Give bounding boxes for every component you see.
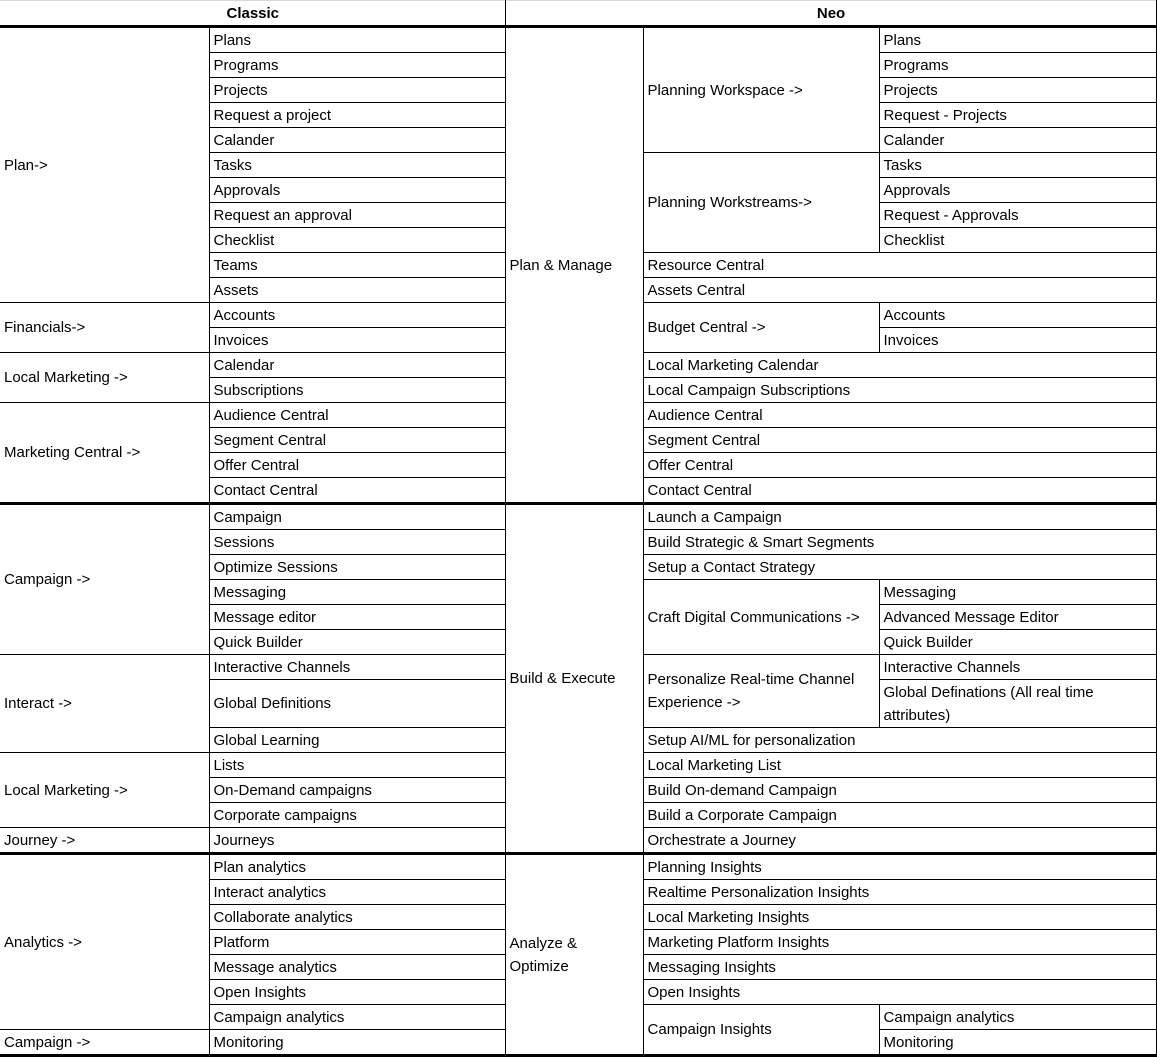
- classic-category-cell: Marketing Central ->: [0, 403, 209, 504]
- classic-item-cell: Audience Central: [209, 403, 505, 428]
- classic-item-cell: Interactive Channels: [209, 655, 505, 680]
- neo-item-cell: Launch a Campaign: [643, 504, 1157, 530]
- neo-category-cell: Budget Central ->: [643, 303, 879, 353]
- neo-item-cell: Contact Central: [643, 478, 1157, 504]
- classic-item-cell: On-Demand campaigns: [209, 778, 505, 803]
- classic-category-cell: Campaign ->: [0, 504, 209, 655]
- classic-item-cell: Subscriptions: [209, 378, 505, 403]
- neo-item-cell: Orchestrate a Journey: [643, 828, 1157, 854]
- classic-item-cell: Projects: [209, 78, 505, 103]
- neo-item-cell: Campaign analytics: [879, 1005, 1157, 1030]
- neo-item-cell: Local Marketing Insights: [643, 905, 1157, 930]
- neo-item-cell: Interactive Channels: [879, 655, 1157, 680]
- neo-item-cell: Setup a Contact Strategy: [643, 555, 1157, 580]
- classic-item-cell: Message analytics: [209, 955, 505, 980]
- classic-item-cell: Tasks: [209, 153, 505, 178]
- header-row: [0, 1, 1157, 27]
- table-row: [0, 854, 1157, 880]
- classic-item-cell: Messaging: [209, 580, 505, 605]
- classic-category-cell: Journey ->: [0, 828, 209, 854]
- mapping-table-body: [0, 27, 1157, 1056]
- neo-item-cell: Planning Insights: [643, 854, 1157, 880]
- table-row: [0, 504, 1157, 530]
- classic-item-cell: Calendar: [209, 353, 505, 378]
- neo-item-cell: Messaging: [879, 580, 1157, 605]
- neo-item-cell: Calander: [879, 128, 1157, 153]
- neo-item-cell: Local Marketing Calendar: [643, 353, 1157, 378]
- classic-item-cell: Quick Builder: [209, 630, 505, 655]
- neo-item-cell: Programs: [879, 53, 1157, 78]
- neo-item-cell: Open Insights: [643, 980, 1157, 1005]
- neo-item-cell: Realtime Personalization Insights: [643, 880, 1157, 905]
- classic-item-cell: Global Learning: [209, 728, 505, 753]
- classic-item-cell: Plan analytics: [209, 854, 505, 880]
- neo-item-cell: Request - Approvals: [879, 203, 1157, 228]
- classic-item-cell: Corporate campaigns: [209, 803, 505, 828]
- classic-item-cell: Journeys: [209, 828, 505, 854]
- neo-category-cell: Personalize Real-time Channel Experience ->: [643, 655, 879, 728]
- classic-item-cell: Lists: [209, 753, 505, 778]
- neo-item-cell: Checklist: [879, 228, 1157, 253]
- classic-item-cell: Invoices: [209, 328, 505, 353]
- neo-item-cell: Invoices: [879, 328, 1157, 353]
- neo-item-cell: Resource Central: [643, 253, 1157, 278]
- neo-item-cell: Audience Central: [643, 403, 1157, 428]
- neo-item-cell: Local Marketing List: [643, 753, 1157, 778]
- neo-category-cell: Craft Digital Communications ->: [643, 580, 879, 655]
- classic-item-cell: Platform: [209, 930, 505, 955]
- neo-group-cell: Build & Execute: [505, 504, 643, 854]
- neo-item-cell: Build Strategic & Smart Segments: [643, 530, 1157, 555]
- classic-item-cell: Teams: [209, 253, 505, 278]
- neo-category-cell: Campaign Insights: [643, 1005, 879, 1056]
- classic-header-cell: Classic: [0, 1, 505, 27]
- classic-item-cell: Assets: [209, 278, 505, 303]
- neo-item-cell: Plans: [879, 27, 1157, 53]
- classic-item-cell: Checklist: [209, 228, 505, 253]
- neo-item-cell: Build a Corporate Campaign: [643, 803, 1157, 828]
- neo-header-cell: Neo: [505, 1, 1157, 27]
- neo-item-cell: Offer Central: [643, 453, 1157, 478]
- classic-item-cell: Plans: [209, 27, 505, 53]
- classic-item-cell: Optimize Sessions: [209, 555, 505, 580]
- neo-item-cell: Setup AI/ML for personalization: [643, 728, 1157, 753]
- classic-category-cell: Financials->: [0, 303, 209, 353]
- classic-item-cell: Campaign analytics: [209, 1005, 505, 1030]
- classic-category-cell: Plan->: [0, 27, 209, 303]
- classic-item-cell: Interact analytics: [209, 880, 505, 905]
- classic-category-cell: Interact ->: [0, 655, 209, 753]
- classic-item-cell: Approvals: [209, 178, 505, 203]
- classic-item-cell: Contact Central: [209, 478, 505, 504]
- neo-item-cell: Request - Projects: [879, 103, 1157, 128]
- classic-item-cell: Offer Central: [209, 453, 505, 478]
- classic-item-cell: Request a project: [209, 103, 505, 128]
- classic-item-cell: Segment Central: [209, 428, 505, 453]
- classic-item-cell: Collaborate analytics: [209, 905, 505, 930]
- neo-item-cell: Segment Central: [643, 428, 1157, 453]
- classic-item-cell: Request an approval: [209, 203, 505, 228]
- classic-item-cell: Calander: [209, 128, 505, 153]
- classic-category-cell: Local Marketing ->: [0, 753, 209, 828]
- classic-category-cell: Analytics ->: [0, 854, 209, 1030]
- classic-item-cell: Message editor: [209, 605, 505, 630]
- neo-item-cell: Global Definations (All real time attributes): [879, 680, 1157, 728]
- neo-item-cell: Marketing Platform Insights: [643, 930, 1157, 955]
- table-row: [0, 27, 1157, 53]
- neo-group-cell: Plan & Manage: [505, 27, 643, 504]
- classic-item-cell: Global Definitions: [209, 680, 505, 728]
- neo-category-cell: Planning Workstreams->: [643, 153, 879, 253]
- classic-category-cell: Local Marketing ->: [0, 353, 209, 403]
- neo-item-cell: Monitoring: [879, 1030, 1157, 1056]
- neo-item-cell: Advanced Message Editor: [879, 605, 1157, 630]
- classic-item-cell: Campaign: [209, 504, 505, 530]
- neo-item-cell: Approvals: [879, 178, 1157, 203]
- neo-item-cell: Messaging Insights: [643, 955, 1157, 980]
- neo-item-cell: Quick Builder: [879, 630, 1157, 655]
- neo-item-cell: Build On-demand Campaign: [643, 778, 1157, 803]
- classic-item-cell: Monitoring: [209, 1030, 505, 1056]
- classic-item-cell: Accounts: [209, 303, 505, 328]
- classic-category-cell: Campaign ->: [0, 1030, 209, 1056]
- neo-item-cell: Assets Central: [643, 278, 1157, 303]
- classic-item-cell: Programs: [209, 53, 505, 78]
- classic-item-cell: Sessions: [209, 530, 505, 555]
- neo-group-cell: Analyze & Optimize: [505, 854, 643, 1056]
- neo-item-cell: Tasks: [879, 153, 1157, 178]
- neo-item-cell: Accounts: [879, 303, 1157, 328]
- classic-item-cell: Open Insights: [209, 980, 505, 1005]
- neo-category-cell: Planning Workspace ->: [643, 27, 879, 153]
- neo-item-cell: Projects: [879, 78, 1157, 103]
- neo-item-cell: Local Campaign Subscriptions: [643, 378, 1157, 403]
